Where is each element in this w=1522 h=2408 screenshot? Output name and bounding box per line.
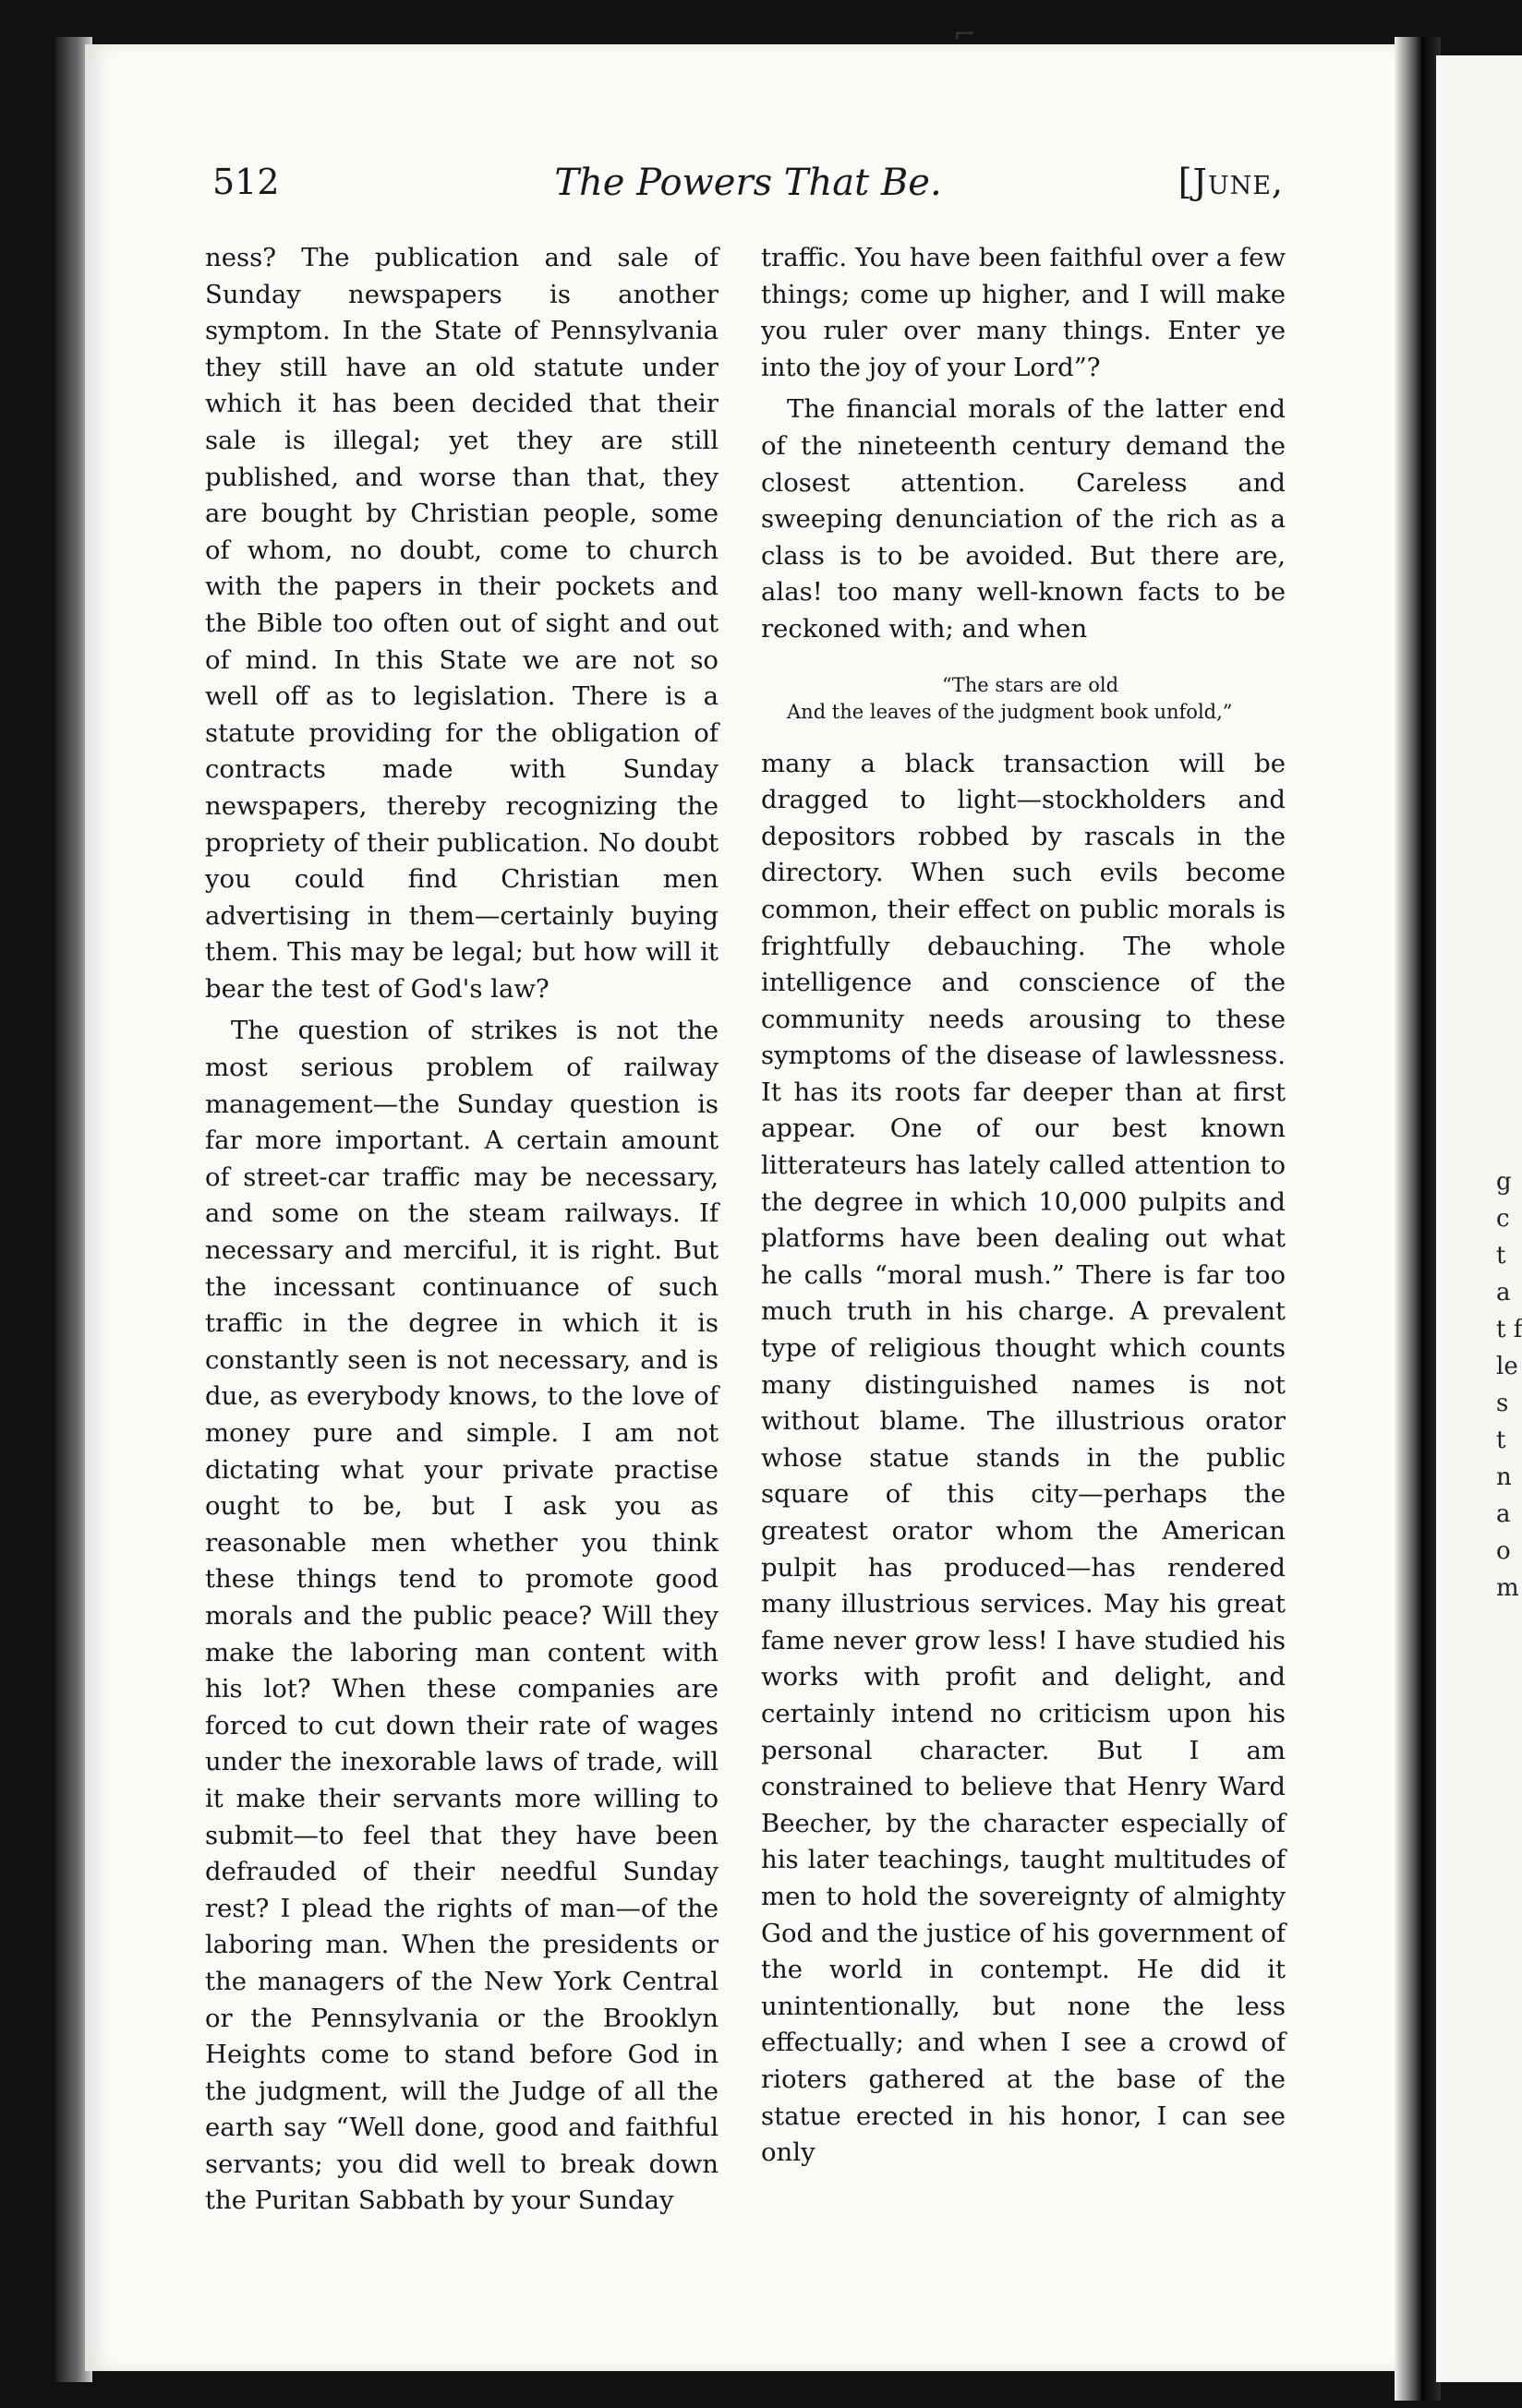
verse-line-2: And the leaves of the judgment book unfold,” [787, 700, 1233, 723]
left-paragraph-1: ness? The publication and sale of Sunday newspapers is another symptom. In the State of Pennsylvania they still have an old statute under which it has been decided that their sale is illegal; yet they are still published, and worse than that, they are bought by Christian people, some of whom, no doubt, come to church with the papers in their pockets and the Bible too often out of sight and out of mind. In this State we are not so well off as to legislation. There is a statute providing for the obligation of contracts made with Sunday newspapers, thereby recognizing the propriety of their publication. No doubt you could find Christian men advertising in them—certainly buying them. This may be legal; but how will it bear the test of God's law? [205, 243, 719, 1004]
page-number: 512 [212, 162, 280, 202]
adjacent-page-fragment: g c t a t f le s t n a o m [1496, 1168, 1522, 1602]
issue-month: [June, [1178, 162, 1284, 202]
right-paragraph-2: The financial morals of the latter end of the nineteenth century demand the closest attention. Careless and sweeping denunciation of the rich as a class is to be avoided. But there are, alas! too many well-known facts to be reckoned with; and when [761, 394, 1286, 644]
scan-mark: ⌐ [953, 18, 977, 51]
book-gutter [1395, 37, 1441, 2401]
right-paragraph-1: traffic. You have been faithful over a few things; come up higher, and I will make you ruler over many things. Enter ye into the joy of your Lord”? [761, 243, 1286, 382]
left-paragraph-2: The question of strikes is not the most serious problem of railway management—the Sunday question is far more important. A certain amount of street-car traffic may be necessary, and some on the steam railways. If necessary and merciful, it is right. But the incessant continuance of such traffic in the degree in which it is constantly seen is not necessary, and is due, as everybody knows, to the love of money pure and simple. I am not dictating what your private practise ought to be, but I ask you as reasonable men whether you think these things tend to promote good morals and the public peace? Will they make the laboring man content with his lot? When these companies are forced to cut down their rate of wages under the inexorable laws of trade, will it make their servants more willing to submit—to feel that they have been defrauded of their needful Sunday rest? I plead the rights of man—of the laboring man. When the presidents or the managers of the New York Central or the Pennsylvania or the Brooklyn Heights come to stand before God in the judgment, will the Judge of all the earth say “Well done, good and faithful servants; you did well to break down the Puritan Sabbath by your Sunday [205, 1016, 719, 2216]
running-title: The Powers That Be. [554, 162, 942, 204]
right-paragraph-3: many a black transaction will be dragged to light—stockholders and depositors robbed by rascals in the directory. When such evils become common, their effect on public morals is frightfully debauching. The whole intelligence and conscience of the community needs arousing to these symptoms of the disease of lawlessness. It has its roots far deeper than at first appear. One of our best known litterateurs has lately called attention to the degree in which 10,000 pulpits and platforms have been dealing out what he calls “moral mush.” There is far too much truth in his charge. A prevalent type of religious thought which counts many distinguished names is not without blame. The illustrious orator whose statue stands in the public square of this city—perhaps the greatest orator whom the American pulpit has produced—has rendered many illustrious services. May his great fame never grow less! I have studied his works with profit and delight, and certainly intend no criticism upon his personal character. But I am constrained to believe that Henry Ward Beecher, by the character especially of his later teachings, taught multitudes of men to hold the sovereignty of almighty God and the justice of his government of the world in contempt. He did it unintentionally, but none the less effectually; and when I see a crowd of rioters gathered at the base of the statue erected in his honor, I can see only [761, 748, 1286, 2168]
verse-line-1: “The stars are old [942, 673, 1119, 696]
page-header [212, 162, 1284, 217]
left-column [205, 240, 719, 2220]
quoted-verse [761, 672, 1286, 726]
right-column [761, 240, 1286, 2172]
